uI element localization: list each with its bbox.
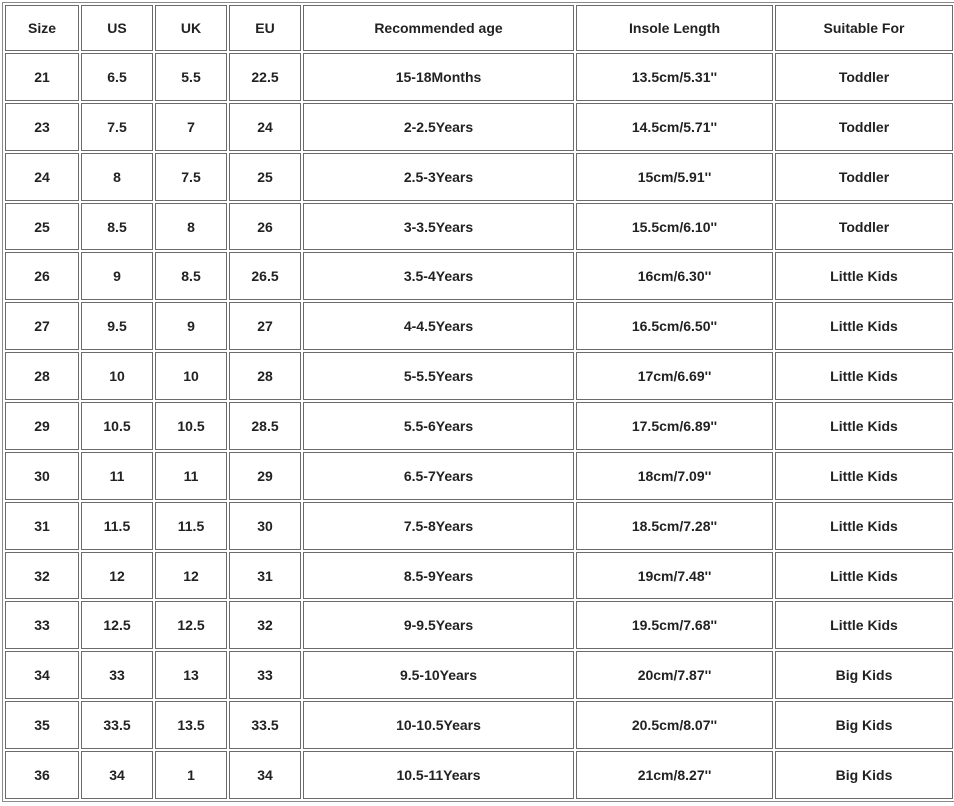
table-row [5, 302, 953, 350]
cell-eu: 29 [229, 452, 301, 500]
cell-recommended-age: 5.5-6Years [303, 402, 574, 450]
cell-uk: 12 [155, 552, 227, 600]
cell-recommended-age: 10-10.5Years [303, 701, 574, 749]
cell-eu: 34 [229, 751, 301, 799]
cell-size: 24 [5, 153, 79, 201]
cell-uk: 12.5 [155, 601, 227, 649]
cell-us: 6.5 [81, 53, 153, 101]
cell-eu: 26.5 [229, 252, 301, 300]
cell-insole-length: 16.5cm/6.50'' [576, 302, 773, 350]
cell-suitable-for: Toddler [775, 53, 953, 101]
cell-size: 31 [5, 502, 79, 550]
cell-insole-length: 16cm/6.30'' [576, 252, 773, 300]
cell-us: 12.5 [81, 601, 153, 649]
cell-uk: 10 [155, 352, 227, 400]
cell-size: 30 [5, 452, 79, 500]
cell-eu: 24 [229, 103, 301, 151]
cell-recommended-age: 3-3.5Years [303, 203, 574, 251]
cell-recommended-age: 2-2.5Years [303, 103, 574, 151]
cell-eu: 27 [229, 302, 301, 350]
cell-recommended-age: 6.5-7Years [303, 452, 574, 500]
cell-uk: 7.5 [155, 153, 227, 201]
cell-insole-length: 17cm/6.69'' [576, 352, 773, 400]
table-row [5, 651, 953, 699]
cell-us: 11 [81, 452, 153, 500]
cell-eu: 32 [229, 601, 301, 649]
cell-insole-length: 18.5cm/7.28'' [576, 502, 773, 550]
cell-us: 7.5 [81, 103, 153, 151]
cell-size: 36 [5, 751, 79, 799]
cell-eu: 30 [229, 502, 301, 550]
cell-suitable-for: Little Kids [775, 252, 953, 300]
cell-size: 34 [5, 651, 79, 699]
cell-size: 21 [5, 53, 79, 101]
cell-uk: 11 [155, 452, 227, 500]
table-row [5, 552, 953, 600]
cell-insole-length: 19.5cm/7.68'' [576, 601, 773, 649]
cell-size: 32 [5, 552, 79, 600]
cell-suitable-for: Little Kids [775, 352, 953, 400]
table-row [5, 252, 953, 300]
cell-recommended-age: 7.5-8Years [303, 502, 574, 550]
cell-us: 10 [81, 352, 153, 400]
cell-insole-length: 15.5cm/6.10'' [576, 203, 773, 251]
cell-uk: 13 [155, 651, 227, 699]
cell-us: 9 [81, 252, 153, 300]
table-row [5, 53, 953, 101]
cell-eu: 33.5 [229, 701, 301, 749]
table-row [5, 751, 953, 799]
header-us: US [81, 5, 153, 51]
cell-uk: 5.5 [155, 53, 227, 101]
cell-eu: 33 [229, 651, 301, 699]
cell-us: 33.5 [81, 701, 153, 749]
cell-eu: 31 [229, 552, 301, 600]
cell-size: 23 [5, 103, 79, 151]
cell-recommended-age: 15-18Months [303, 53, 574, 101]
cell-insole-length: 17.5cm/6.89'' [576, 402, 773, 450]
cell-uk: 13.5 [155, 701, 227, 749]
cell-suitable-for: Big Kids [775, 701, 953, 749]
cell-suitable-for: Little Kids [775, 452, 953, 500]
cell-uk: 8 [155, 203, 227, 251]
header-suitable-for: Suitable For [775, 5, 953, 51]
cell-recommended-age: 9.5-10Years [303, 651, 574, 699]
cell-suitable-for: Big Kids [775, 651, 953, 699]
cell-size: 33 [5, 601, 79, 649]
cell-recommended-age: 5-5.5Years [303, 352, 574, 400]
cell-uk: 7 [155, 103, 227, 151]
cell-size: 35 [5, 701, 79, 749]
table-row [5, 153, 953, 201]
cell-insole-length: 20.5cm/8.07'' [576, 701, 773, 749]
cell-size: 26 [5, 252, 79, 300]
cell-us: 34 [81, 751, 153, 799]
cell-recommended-age: 2.5-3Years [303, 153, 574, 201]
cell-recommended-age: 8.5-9Years [303, 552, 574, 600]
table-header-row [5, 5, 953, 51]
cell-insole-length: 21cm/8.27'' [576, 751, 773, 799]
header-recommended-age: Recommended age [303, 5, 574, 51]
cell-size: 25 [5, 203, 79, 251]
cell-insole-length: 13.5cm/5.31'' [576, 53, 773, 101]
cell-uk: 1 [155, 751, 227, 799]
header-size: Size [5, 5, 79, 51]
cell-suitable-for: Little Kids [775, 552, 953, 600]
cell-insole-length: 15cm/5.91'' [576, 153, 773, 201]
cell-size: 27 [5, 302, 79, 350]
table-row [5, 352, 953, 400]
cell-suitable-for: Big Kids [775, 751, 953, 799]
cell-suitable-for: Little Kids [775, 302, 953, 350]
cell-us: 8 [81, 153, 153, 201]
cell-suitable-for: Toddler [775, 153, 953, 201]
header-eu: EU [229, 5, 301, 51]
cell-eu: 25 [229, 153, 301, 201]
cell-uk: 8.5 [155, 252, 227, 300]
header-uk: UK [155, 5, 227, 51]
header-insole-length: Insole Length [576, 5, 773, 51]
table-row [5, 701, 953, 749]
cell-us: 12 [81, 552, 153, 600]
cell-recommended-age: 10.5-11Years [303, 751, 574, 799]
cell-insole-length: 20cm/7.87'' [576, 651, 773, 699]
cell-recommended-age: 3.5-4Years [303, 252, 574, 300]
cell-uk: 11.5 [155, 502, 227, 550]
cell-suitable-for: Toddler [775, 103, 953, 151]
cell-us: 11.5 [81, 502, 153, 550]
cell-eu: 22.5 [229, 53, 301, 101]
cell-uk: 9 [155, 302, 227, 350]
cell-recommended-age: 4-4.5Years [303, 302, 574, 350]
table-row [5, 502, 953, 550]
cell-recommended-age: 9-9.5Years [303, 601, 574, 649]
cell-eu: 28 [229, 352, 301, 400]
size-chart-table [2, 2, 954, 802]
table-row [5, 402, 953, 450]
cell-suitable-for: Little Kids [775, 601, 953, 649]
cell-us: 33 [81, 651, 153, 699]
table-row [5, 203, 953, 251]
cell-suitable-for: Toddler [775, 203, 953, 251]
cell-us: 9.5 [81, 302, 153, 350]
cell-us: 10.5 [81, 402, 153, 450]
cell-size: 29 [5, 402, 79, 450]
cell-suitable-for: Little Kids [775, 502, 953, 550]
cell-uk: 10.5 [155, 402, 227, 450]
cell-insole-length: 18cm/7.09'' [576, 452, 773, 500]
table-row [5, 103, 953, 151]
cell-size: 28 [5, 352, 79, 400]
cell-insole-length: 19cm/7.48'' [576, 552, 773, 600]
cell-us: 8.5 [81, 203, 153, 251]
cell-eu: 28.5 [229, 402, 301, 450]
table-row [5, 452, 953, 500]
cell-eu: 26 [229, 203, 301, 251]
table-row [5, 601, 953, 649]
cell-insole-length: 14.5cm/5.71'' [576, 103, 773, 151]
cell-suitable-for: Little Kids [775, 402, 953, 450]
table-body [5, 53, 953, 799]
